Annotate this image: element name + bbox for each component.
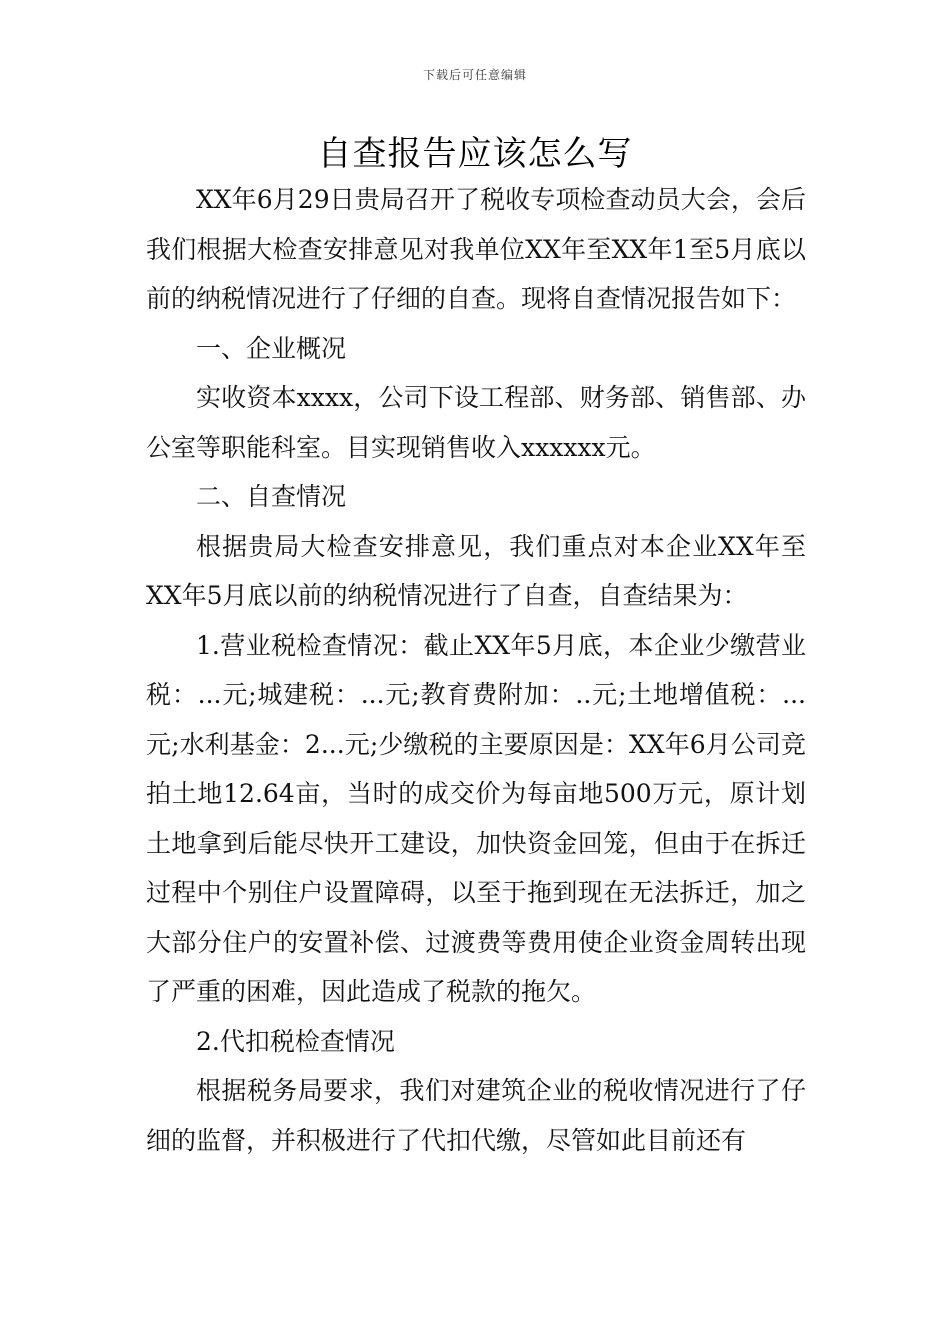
paragraph-withholding-tax: 根据税务局要求，我们对建筑企业的税收情况进行了仔细的监督，并积极进行了代扣代缴，尽管如此目前还有 <box>146 1076 806 1155</box>
section-heading-self-check: 二、自查情况 <box>196 482 347 511</box>
header-note: 下载后可任意编辑 <box>422 68 527 82</box>
paragraph-business-tax: 1.营业税检查情况：截止XX年5月底，本企业少缴营业税：...元;城建税：...元;教育费附加：..元;土地增值税：...元;水利基金：2...元;少缴税的主要原因是：XX年6月公司竞拍土地12.64亩，当时的成交价为每亩地500万元，原计划土地拿到后能尽快开工建设，加快资金回笼，但由于在拆迁过程中个别住户设置障碍，以至于拖到现在无法拆迁，加之大部分住户的安置补偿、过渡费等费用使企业资金周转出现了严重的困难，因此造成了税款的拖欠。 <box>146 630 806 1006</box>
document-title: 自查报告应该怎么写 <box>317 134 633 174</box>
paragraph-overview: 实收资本xxxx，公司下设工程部、财务部、销售部、办公室等职能科室。目实现销售收入xxxxxx元。 <box>146 383 806 462</box>
section-heading-overview: 一、企业概况 <box>196 333 347 363</box>
paragraph-intro: XX年6月29日贵局召开了税收专项检查动员大会，会后我们根据大检查安排意见对我单位XX年至XX年1至5月底以前的纳税情况进行了仔细的自查。现将自查情况报告如下： <box>146 185 806 313</box>
subheading-withholding-tax: 2.代扣税检查情况 <box>196 1026 395 1056</box>
paragraph-self-check: 根据贵局大检查安排意见，我们重点对本企业XX年至XX年5月底以前的纳税情况进行了自查，自查结果为： <box>146 531 806 610</box>
document-body <box>146 175 806 1165</box>
